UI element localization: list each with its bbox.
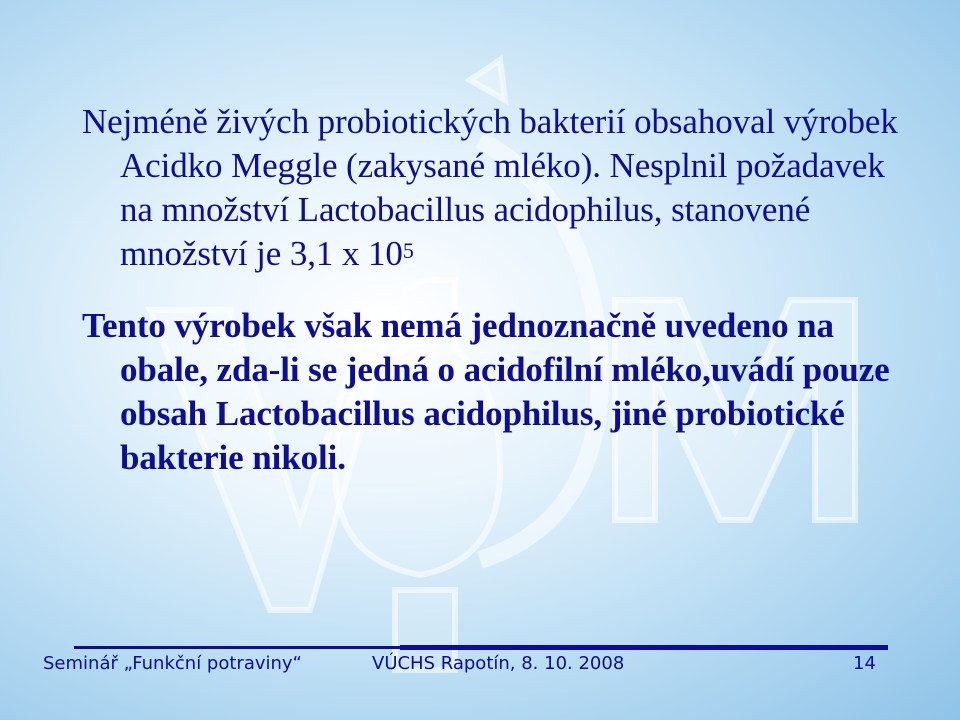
exponent-superscript: 5: [402, 238, 414, 263]
slide-body: [82, 100, 922, 480]
paragraph-acidko-text: Nejméně živých probiotických bakterií obsahoval výrobek Acidko Meggle (zakysané mléko). Nesplnil požadavek na množství Lactobacillus acidophilus, stanovené množství je 3,1 x 10: [82, 102, 898, 273]
footer-divider-left: [74, 646, 400, 649]
footer-page-number: 14: [853, 653, 876, 674]
paragraph-acidko-result: [82, 100, 922, 276]
paragraph-labeling-note: Tento výrobek však nemá jednoznačně uvedeno na obale, zda-li se jedná o acidofilní mléko,uvádí pouze obsah Lactobacillus acidophilus, jiné probiotické bakterie nikoli.: [82, 306, 890, 477]
footer-seminar-title: Seminář „Funkční potraviny“: [43, 653, 302, 674]
footer-divider-right: [400, 645, 888, 650]
footer-institution-date: VÚCHS Rapotín, 8. 10. 2008: [372, 653, 625, 674]
